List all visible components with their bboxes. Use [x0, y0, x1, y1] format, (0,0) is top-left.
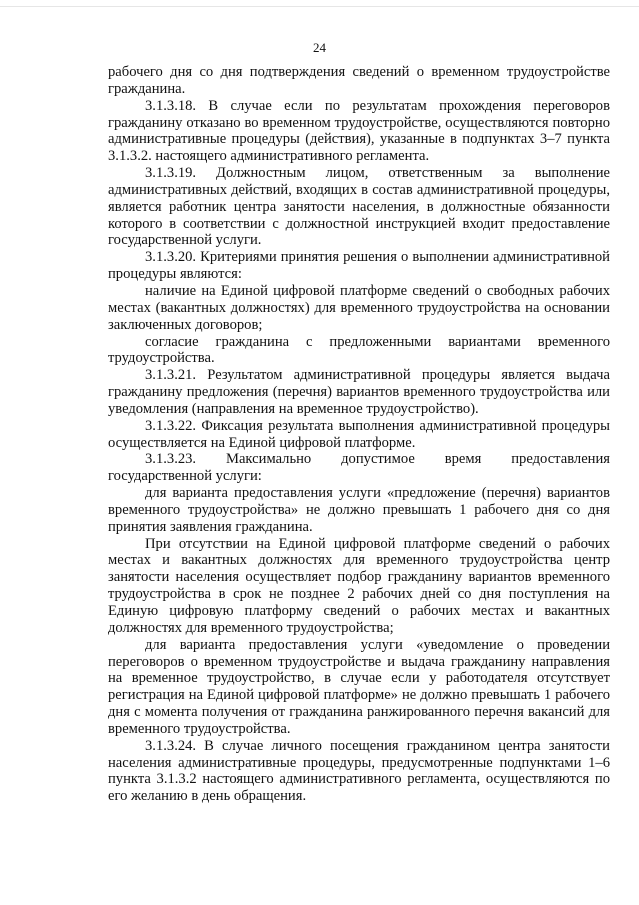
paragraph-3-1-3-21: 3.1.3.21. Результатом административной процедуры является выдача гражданину предложения (перечня) вариантов временного трудоустройства или уведомления (направления на временное трудоустройство). — [108, 367, 610, 417]
scan-edge-line — [0, 6, 639, 7]
paragraph-3-1-3-18: 3.1.3.18. В случае если по результатам прохождения переговоров гражданину отказано во временном трудоустройстве, осуществляются повторно административные процедуры (действия), указанные в подпунктах 3–7 пункта 3.1.3.2. настоящего административного регламента. — [108, 97, 610, 165]
time-limit-no-vacancies: При отсутствии на Единой цифровой платформе сведений о рабочих местах и вакантных должностях для временного трудоустройства центр занятости населения осуществляет подбор гражданину вариантов временного трудоустройства в срок не позднее 2 рабочих дней со дня поступления на Единую цифровую платформу сведений о рабочих местах и вакантных должностях для временного трудоустройства; — [108, 535, 610, 636]
paragraph-3-1-3-24: 3.1.3.24. В случае личного посещения гражданином центра занятости населения административные процедуры, предусмотренные подпунктами 1–6 пункта 3.1.3.2 настоящего административного регламента, осуществляются по его желанию в день обращения. — [108, 737, 610, 805]
criteria-item-2: согласие гражданина с предложенными вариантами временного трудоустройства. — [108, 333, 610, 367]
document-body — [108, 64, 610, 805]
paragraph-3-1-3-19: 3.1.3.19. Должностным лицом, ответственным за выполнение административных действий, входящих в состав административной процедуры, является работник центра занятости населения, в должностные обязанности которого в соответствии с должностной инструкцией входит предоставление государственной услуги. — [108, 165, 610, 249]
paragraph-continuation: рабочего дня со дня подтверждения сведений о временном трудоустройстве гражданина. — [108, 64, 610, 97]
time-limit-notification-variant: для варианта предоставления услуги «уведомление о проведении переговоров о временном трудоустройстве и выдача гражданину направления на временное трудоустройство, в случае если у работодателя отсутствует регистрация на Единой цифровой платформе» не должно превышать 1 рабочего дня с момента получения от гражданина ранжированного перечня вакансий для временного трудоустройства. — [108, 636, 610, 737]
paragraph-3-1-3-22: 3.1.3.22. Фиксация результата выполнения административной процедуры осуществляется на Единой цифровой платформе. — [108, 417, 610, 451]
time-limit-offer-variant: для варианта предоставления услуги «предложение (перечня) вариантов временного трудоустройства» не должно превышать 1 рабочего дня со дня принятия заявления гражданина. — [108, 485, 610, 535]
criteria-item-1: наличие на Единой цифровой платформе сведений о свободных рабочих местах (вакантных должностях) для временного трудоустройства на основании заключенных договоров; — [108, 282, 610, 333]
page-number: 24 — [313, 40, 326, 55]
paragraph-3-1-3-23: 3.1.3.23. Максимально допустимое время предоставления государственной услуги: — [108, 451, 610, 485]
paragraph-3-1-3-20: 3.1.3.20. Критериями принятия решения о выполнении административной процедуры являются: — [108, 249, 610, 283]
